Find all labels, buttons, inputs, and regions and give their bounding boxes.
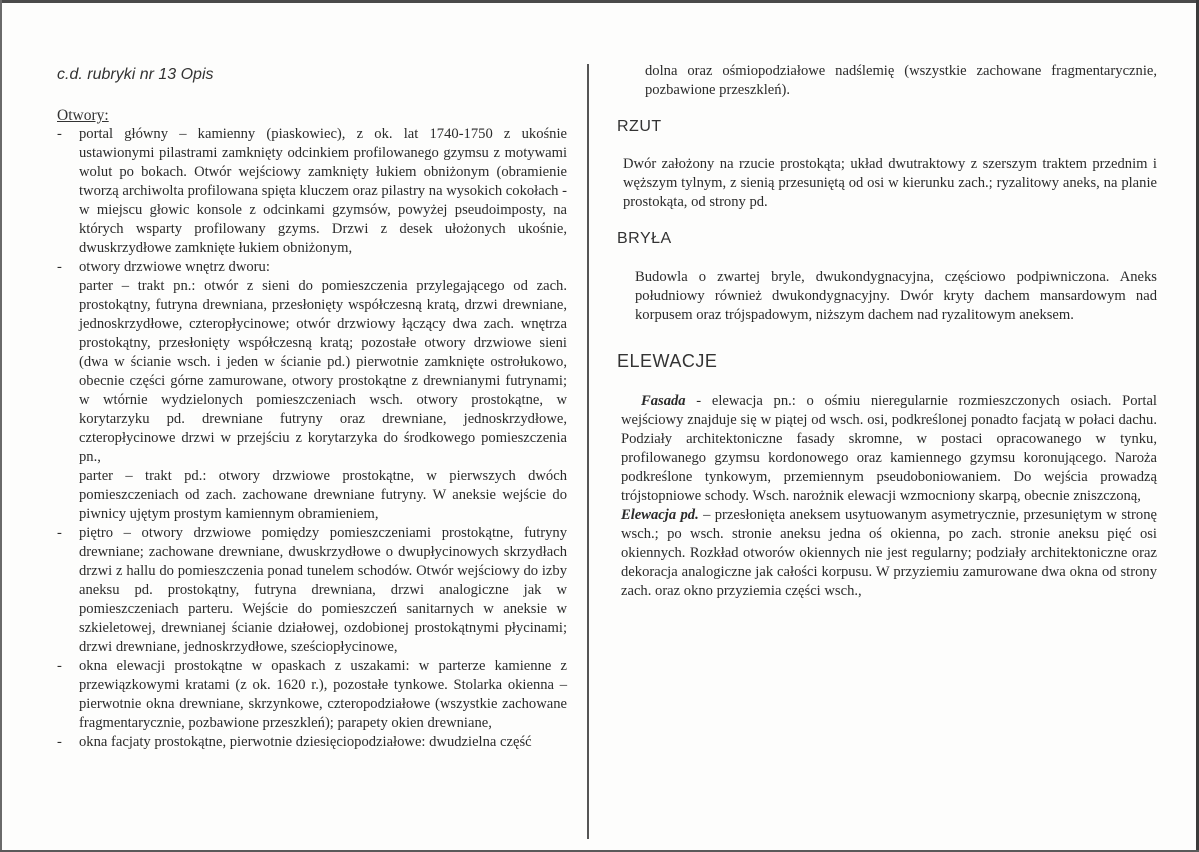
section-heading-bryla: BRYŁA — [617, 230, 672, 247]
list-item — [57, 657, 567, 733]
fasada-paragraph — [617, 392, 1157, 506]
item-text: piętro – otwory drzwiowe pomiędzy pomieszczeniami prostokątne, futryny drewniane; zachowane drewniane, dwuskrzydłowe o dwupłycinowych skrzydłach drzwi z hallu do pomieszczenia ponad tunelem schodów. Otwór wejściowy do izby aneksu pd. prostokątny, futryna drewniana, drzwi analogiczne jak w pomieszczeniach parteru. Wejście do pomieszczeń sanitarnych w aneksie w szkieletowej, drewnianej ścianie działowej, ozdobionej prostokątnymi płycinami; drzwi drewniane, jednoskrzydłowe, sześciopłycinowe, — [79, 525, 567, 655]
list-item — [57, 524, 567, 657]
left-column — [57, 66, 567, 752]
right-column — [617, 63, 1157, 601]
list-item — [57, 733, 567, 752]
item-text: okna elewacji prostokątne w opaskach z uszakami: w parterze kamienne z przewiązkowymi kratami (z ok. 1620 r.), pozostałe tynkowe. Stolarka okienna – pierwotnie okna drewniane, skrzynkowe, czteropodziałowe (wszystkie zachowane fragmentarycznie, pozbawione przeszkleń); parapety okien drewniane, — [79, 658, 567, 731]
list-item — [57, 258, 567, 524]
section-heading-rzut: RZUT — [617, 118, 662, 135]
otwory-list — [57, 125, 567, 752]
item-text: portal główny – kamienny (piaskowiec), z ok. lat 1740-1750 z ukośnie ustawionymi pilastrami zamknięty odcinkiem profilowanego gzymsu z motywami wolut po bokach. Otwór wejściowy zamknięty łukiem obniżonym (obramienie tworzą archiwolta profilowana spięta kluczem oraz pilastry na wysokich cokołach - w miejscu głowic konsole z odcinkami gzymsów, powyżej pseudoimposty, na których wsparty profilowany gzyms. Drzwi z desek ułożonych ukośnie, dwuskrzydłowe zamknięte łukiem obniżonym, — [79, 126, 567, 256]
continuation-text: dolna oraz ośmiopodziałowe nadślemię (wszystkie zachowane fragmentarycznie, pozbawione przeszkleń). — [645, 63, 1157, 98]
item-subtext: parter – trakt pn.: otwór z sieni do pomieszczenia przylegającego od zach. prostokątny, futryna drewniana, przesłonięty współczesną kratą, drzwi drewniane, jednoskrzydłowe, czteropłycinowe; otwór drzwiowy łączący dwa zach. wnętrza prostokątny, przesłonięty współczesną kratą; pozostałe otwory drzwiowe sieni (dwa w ścianie wsch. i jeden w ścianie pd.) pierwotnie zamknięte ostrołukowo, obecnie części górne zamurowane, otwory prostokątne z drewnianymi futrynami; w wtórnie wydzielonych pomieszczeniach wsch. otwory prostokątne, w korytarzyku pd. drewniane futryny oraz drewniane, jednoskrzydłowe, czteropłycinowe drzwi w przejściu z korytarzyka do środkowego pomieszczenia pn., — [79, 278, 567, 465]
page-heading: c.d. rubryki nr 13 Opis — [57, 66, 214, 83]
elewacja-pd-paragraph — [617, 506, 1157, 601]
scan-border-left — [0, 0, 2, 852]
fasada-label: Fasada — [641, 393, 686, 409]
item-text: - otwory drzwiowe wnętrz dworu: — [79, 259, 270, 275]
elewacja-pd-text: – przesłonięta aneksem usytuowanym asymetrycznie, przesuniętym w stronę wsch.; po wsch. stronie aneksu jedna oś okienna, po zach. stronie aneksu pięć osi okiennych. Rozkład otworów okiennych nie jest regularny; podziały architektoniczne oraz dekoracja analogiczne jak całości korpusu. W przyziemiu zamurowane dwa okna od strony zach. oraz okno przyziemia części wsch., — [621, 507, 1157, 599]
list-item — [57, 125, 567, 258]
item-subtext: parter – trakt pd.: otwory drzwiowe prostokątne, w pierwszych dwóch pomieszczeniach od zach. zachowane drewniane futryny. W aneksie wejście do piwnicy ujętym prostym kamiennym obramieniem, — [79, 468, 567, 522]
elewacja-pd-label: Elewacja pd. — [621, 507, 699, 523]
item-text: okna facjaty prostokątne, pierwotnie dziesięciopodziałowe: dwudzielna część — [79, 734, 532, 750]
section-heading-elewacje: ELEWACJE — [617, 351, 718, 371]
bryla-text: Budowla o zwartej bryle, dwukondygnacyjna, częściowo podpiwniczona. Aneks południowy również dwukondygnacyjny. Dwór kryty dachem mansardowym nad korpusem oraz trójspadowym, niższym dachem nad ryzalitowym aneksem. — [635, 269, 1157, 323]
fasada-text: - elewacja pn.: o ośmiu nieregularnie rozmieszczonych osiach. Portal wejściowy znajduje się w piątej od wsch. osi, podkreślonej ponadto facjatą w połaci dachu. Podziały architektoniczne fasady skromne, w postaci opracowanego w tynku, profilowanego gzymsu kordonowego oraz kamiennego gzymsu koronującego. Naroża podkreślone tynkowym, przemiennym pseudoboniowaniem. Do wejścia prowadzą trójstopniowe schody. Wsch. narożnik elewacji wzmocniony skarpą, obecnie zniszczoną, — [621, 393, 1157, 504]
column-divider — [587, 64, 589, 839]
scan-border-top — [0, 0, 1199, 3]
rzut-text: Dwór założony na rzucie prostokąta; układ dwutraktowy z szerszym traktem przednim i węższym tylnym, z sienią przesuniętą od osi w kierunku zach.; ryzalitowy aneks, na planie prostokąta, od strony pd. — [623, 156, 1157, 210]
otwory-label: Otwory: — [57, 107, 109, 124]
